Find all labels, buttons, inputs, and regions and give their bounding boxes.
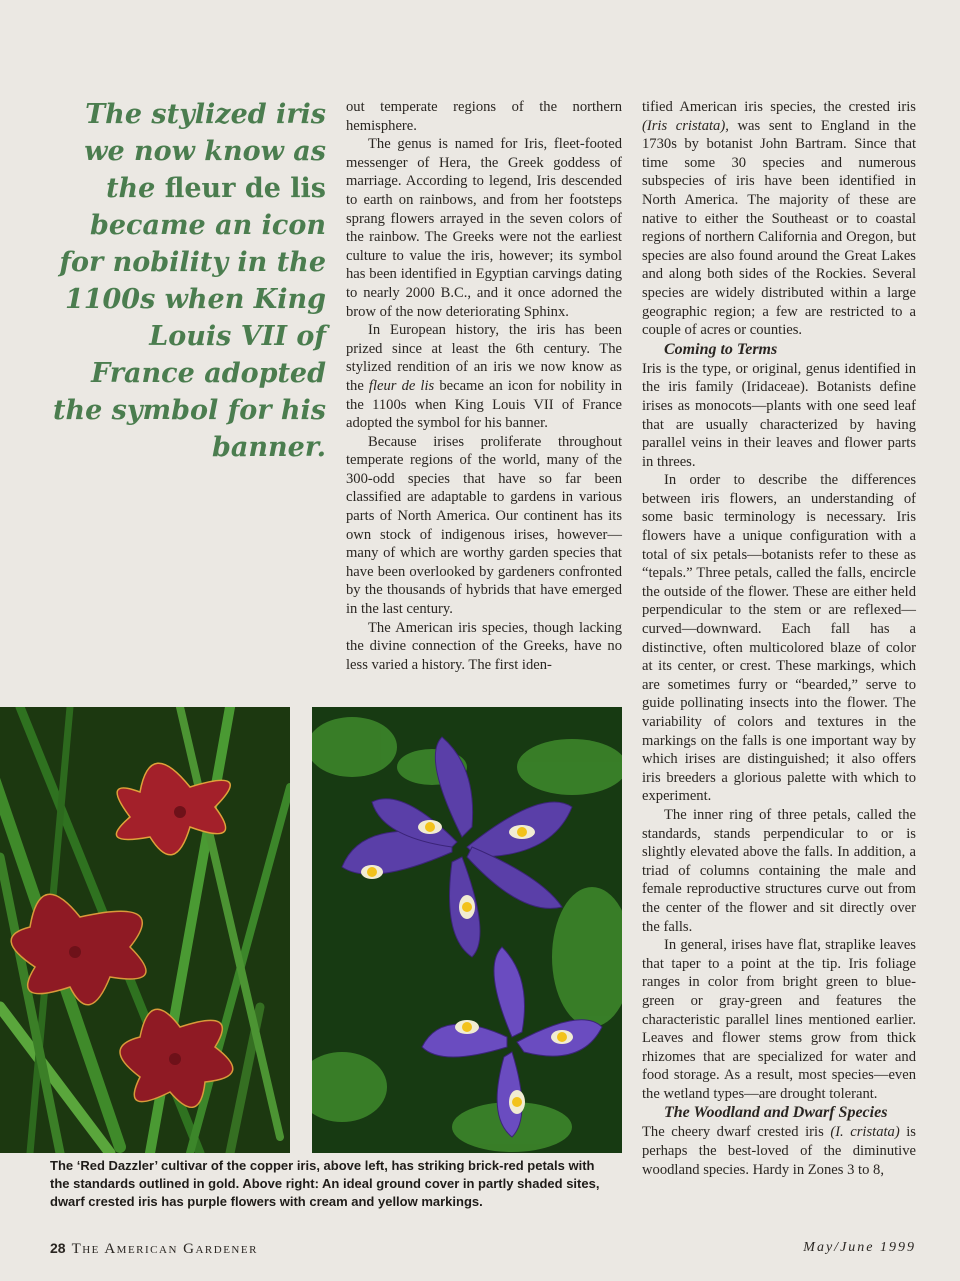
red-iris-illustration xyxy=(0,707,290,1153)
article-column-right xyxy=(642,98,916,1179)
paragraph: The American iris species, though lacking the divine connection of the Greeks, have no less varied a history. The first iden- xyxy=(346,619,622,673)
pull-quote-part-1: The stylized iris we now know as the xyxy=(84,99,326,204)
paragraph: The inner ring of three petals, called the standards, stands perpendicular to or is slightly elevated above the falls. In addition, a triad of columns containing the male and female reproductive structures curve out from the center of the flower and sit directly over the falls. xyxy=(642,806,916,935)
pull-quote-part-2: fleur de lis xyxy=(164,173,326,204)
article-column-middle xyxy=(346,98,622,674)
text-run: is perhaps the best-loved of the diminutive woodland species. Hardy in Zones 3 to 8, xyxy=(642,1124,916,1178)
paragraph xyxy=(642,1123,916,1179)
page-number: 28 xyxy=(50,1240,66,1256)
text-run: became an icon for nobility in the 1100s when King Louis VII of France adopted the symbol for his banner. xyxy=(346,377,622,432)
paragraph: The genus is named for Iris, fleet-footed messenger of Hera, the Greek goddess of marriage. According to legend, Iris descended to earth on rainbows, and from her footsteps sprang flowers arrayed in the seven colors of the rainbow. The Greeks were not the earliest culture to value the iris, however; its symbol has been identified in Egyptian carvings dating to nearly 2000 B.C., and it once adorned the brow of the now deteriorating Sphinx. xyxy=(346,136,622,320)
paragraph xyxy=(642,98,916,340)
publication-name: The American Gardener xyxy=(71,1241,258,1257)
photo-red-dazzler-iris xyxy=(0,707,290,1153)
paragraph xyxy=(346,321,622,433)
text-run: In European history, the iris has been prized since at least the 6th century. The stylized rendition of an iris we now know as the xyxy=(346,322,622,394)
photo-dwarf-crested-iris xyxy=(312,707,622,1153)
text-run: was sent to England in the 1730s by botanist John Bartram. Since that time some 30 species and numerous subspecies of iris have been identified in North America. The majority of these are native to either the Southeast or to coastal regions of northern California and Oregon, but species are also found around the Great Lakes and along both sides of the Rockies. Several species are widely distributed within a large geographic region; a few are restricted to a couple of acres or counties. xyxy=(642,117,917,339)
issue-date: May/June 1999 xyxy=(803,1240,916,1255)
italic-term: (I. cristata) xyxy=(830,1124,900,1141)
italic-term: fleur de lis xyxy=(368,377,435,394)
pull-quote xyxy=(40,96,326,466)
subhead-woodland-dwarf: The Woodland and Dwarf Species xyxy=(664,1104,888,1122)
subhead-coming-to-terms: Coming to Terms xyxy=(664,340,778,358)
text-run: tified American iris species, the crested iris xyxy=(642,99,916,115)
purple-iris-illustration xyxy=(312,707,622,1153)
paragraph: out temperate regions of the northern hemisphere. xyxy=(346,99,622,134)
photo-caption: The ‘Red Dazzler’ cultivar of the copper iris, above left, has striking brick-red petals with the standards outlined in gold. Above right: An ideal ground cover in partly shaded sites, dwarf crested iris has purple flowers with cream and yellow markings. xyxy=(50,1158,600,1209)
text-run: The cheery dwarf crested iris xyxy=(642,1124,831,1141)
footer-left xyxy=(50,1240,258,1258)
paragraph: In general, irises have flat, straplike leaves that taper to a point at the tip. Iris foliage ranges in color from bright green to blue-green or gray-green and features the characteristic parallel lines mentioned earlier. Leaves and flower stems grow from thick rhizomes that are specialized for water and food storage. As a result, most species—even the wetland types—are drought tolerant. xyxy=(642,937,916,1102)
paragraph: In order to describe the differences between iris flowers, an understanding of some basic terminology is necessary. Iris flowers have a unique configuration with a total of six petals—botanists refer to these as “tepals.” Three petals, called the falls, encircle the outside of the flower. These are either held perpendicular to the stem or are reflexed—curved—downward. Each fall has a distinctive, often multicolored blaze of color at its center, or crest. These markings, which are sometimes furry or “bearded,” serve to guide pollinating insects into the flower. The variability of colors and textures in the markings on the falls is one important way by which irises are distinguished; it also offers iris breeders a glorious palette with which to experiment. xyxy=(642,472,916,805)
pull-quote-part-3: became an icon for nobility in the 1100s when King Louis VII of France adopted the symbol for his banner. xyxy=(52,210,326,463)
italic-term: (Iris cristata), xyxy=(642,117,729,134)
paragraph: Because irises proliferate throughout temperate regions of the world, many of the 300-odd species that have so far been classified are adaptable to gardens in various parts of North America. Our continent has its own stock of indigenous irises, however—many of which are worthy garden species that have been overlooked by gardeners confronted by the thousands of hybrids that have emerged in the last century. xyxy=(346,433,622,618)
paragraph: Iris is the type, or original, genus identified in the iris family (Iridaceae). Botanists define irises as monocots—plants with one seed leaf that are usually characterized by having parallel veins in their leaves and flower parts in threes. xyxy=(642,360,916,470)
